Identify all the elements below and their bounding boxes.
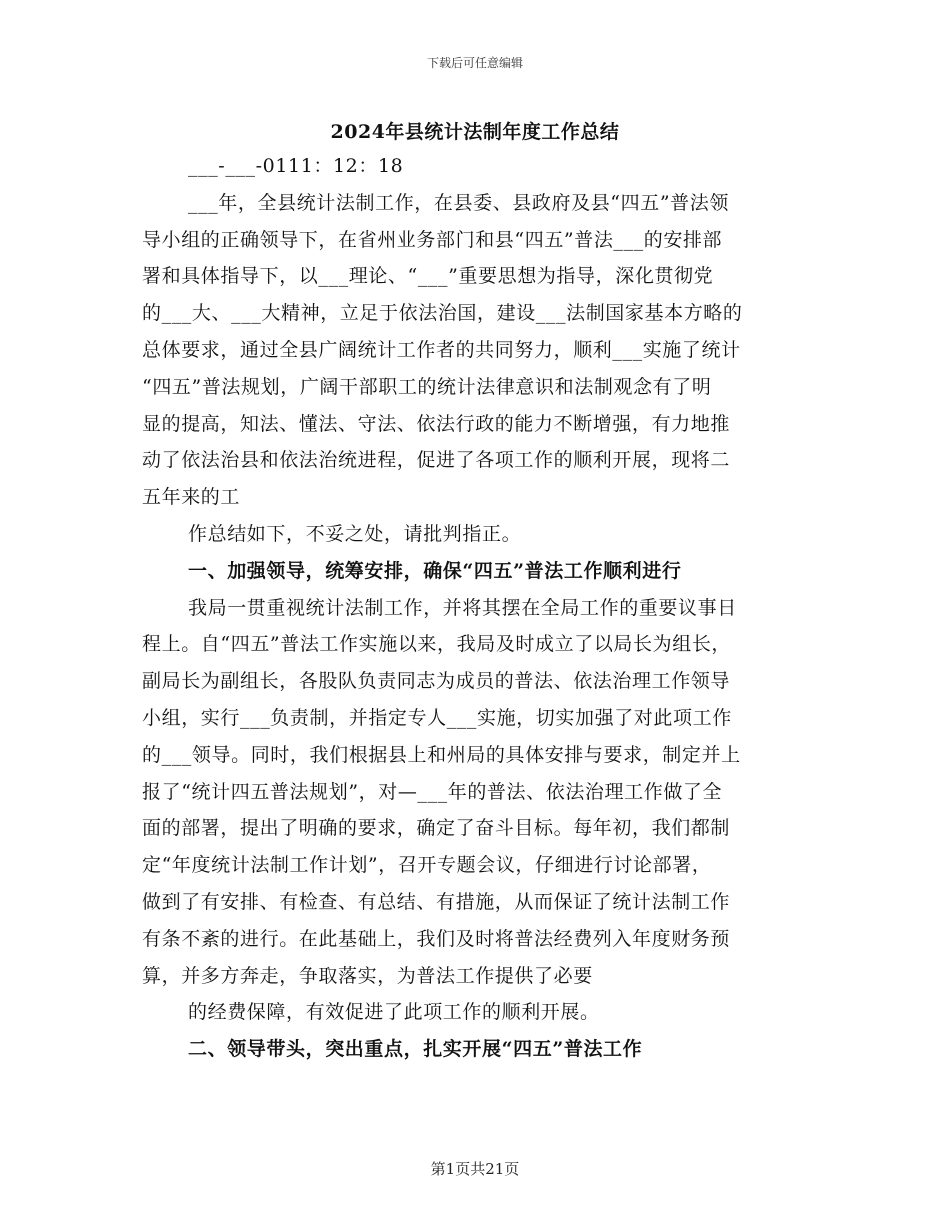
body-line: 动了依法治县和依法治统进程，促进了各项工作的顺利开展，现将二	[142, 449, 731, 472]
section-heading: 一、加强领导，统筹安排，确保“四五”普法工作顺利进行	[188, 559, 682, 582]
body-line: 程上。自“四五”普法工作实施以来，我局及时成立了以局长为组长，	[142, 633, 732, 656]
body-line: 显的提高，知法、懂法、守法、依法行政的能力不断增强，有力地推	[142, 412, 731, 435]
body-line: ___-___-0111：12：18	[188, 155, 404, 177]
body-line: 我局一贯重视统计法制工作，并将其摆在全局工作的重要议事日	[188, 596, 737, 619]
page-footer: 第1页共21页	[430, 1160, 520, 1178]
body-line: 的___大、___大精神，立足于依法治国，建设___法制国家基本方略的	[142, 302, 743, 325]
body-line: 作总结如下，不妥之处，请批判指正。	[188, 522, 522, 545]
header-note: 下载后可任意编辑	[426, 56, 523, 70]
body-line: 做到了有安排、有检查、有总结、有措施，从而保证了统计法制工作	[142, 890, 731, 913]
document-title: 2024年县统计法制年度工作总结	[330, 121, 620, 143]
body-line: ___年，全县统计法制工作，在县委、县政府及县“四五”普法领	[188, 191, 729, 214]
body-line: 的经费保障，有效促进了此项工作的顺利开展。	[188, 1001, 600, 1024]
section-heading: 二、领导带头，突出重点，扎实开展“四五”普法工作	[188, 1038, 643, 1061]
body-line: 的___领导。同时，我们根据县上和州局的具体安排与要求，制定并上	[142, 743, 741, 766]
body-line: 有条不紊的进行。在此基础上，我们及时将普法经费列入年度财务预	[142, 927, 731, 950]
body-line: 小组，实行___负责制，并指定专人___实施，切实加强了对此项工作	[142, 706, 732, 729]
body-line: 总体要求，通过全县广阔统计工作者的共同努力，顺利___实施了统计	[142, 338, 741, 361]
body-line: 署和具体指导下，以___理论、“___”重要思想为指导，深化贯彻党	[142, 265, 714, 288]
document-body	[142, 148, 802, 1068]
body-line: 定“年度统计法制工作计划”，召开专题会议，仔细进行讨论部署，	[142, 854, 712, 877]
body-line: 报了“统计四五普法规划”，对—___年的普法、依法治理工作做了全	[142, 780, 723, 803]
body-line: 面的部署，提出了明确的要求，确定了奋斗目标。每年初，我们都制	[142, 817, 731, 840]
body-line: 副局长为副组长，各股队负责同志为成员的普法、依法治理工作领导	[142, 670, 731, 693]
body-line: “四五”普法规划，广阔干部职工的统计法律意识和法制观念有了明	[142, 375, 712, 398]
body-line: 算，并多方奔走，争取落实，为普法工作提供了必要	[142, 964, 593, 987]
body-line: 五年来的工	[142, 486, 241, 509]
body-line: 导小组的正确领导下，在省州业务部门和县“四五”普法___的安排部	[142, 228, 723, 251]
